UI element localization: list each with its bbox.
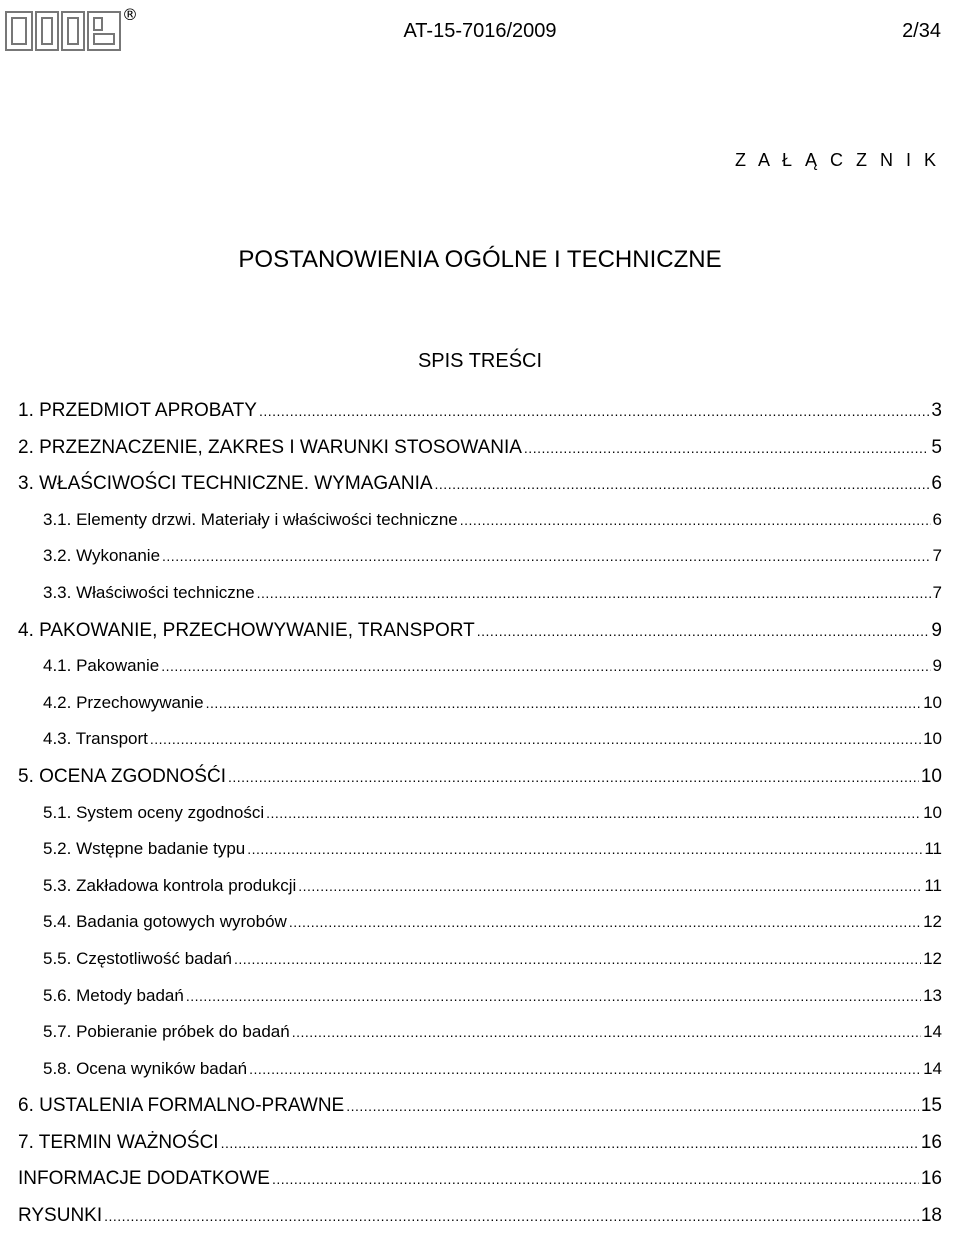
toc-entry[interactable] [18,803,942,840]
toc-entry[interactable] [18,729,942,766]
annex-label: Z A Ł Ą C Z N I K [734,150,940,170]
toc-entry-page: 16 [920,1168,942,1190]
toc-entry-page: 11 [924,839,942,859]
toc-entry[interactable] [18,656,942,693]
toc-leader-dots [460,512,931,528]
toc-entry-page: 10 [923,802,942,822]
toc-entry-page: 15 [920,1095,942,1117]
toc-entry-label: 5.8. Ocena wyników badań [43,1058,248,1078]
toc-entry[interactable] [18,1022,942,1059]
toc-entry-label: 5.6. Metody badań [43,985,184,1005]
document-number: AT-15-7016/2009 [403,20,557,42]
toc-entry-page: 18 [920,1205,942,1227]
toc-entry[interactable] [18,473,942,510]
toc-leader-dots [249,1061,921,1077]
toc-entry[interactable] [18,437,942,474]
toc-leader-dots [477,623,930,639]
toc-entry-label: 5.5. Częstotliwość badań [43,948,232,968]
toc-entry-page: 12 [923,912,942,932]
toc-leader-dots [346,1098,919,1114]
toc-entry[interactable] [18,876,942,913]
toc-entry-label: 5.3. Zakładowa kontrola produkcji [43,875,297,895]
toc-leader-dots [289,914,921,930]
toc-leader-dots [259,403,929,419]
toc-leader-dots [247,841,922,857]
toc-entry-label: 5.4. Badania gotowych wyrobów [43,912,287,932]
toc-entry-page: 9 [932,656,942,676]
toc-entry-page: 16 [920,1131,942,1153]
toc-entry[interactable] [18,400,942,437]
table-of-contents [18,400,942,1242]
toc-entry-page: 6 [932,509,942,529]
toc-entry-label: 5. OCENA ZGODNOŚĆI [18,765,226,787]
toc-entry[interactable] [18,986,942,1023]
toc-entry-page: 7 [932,582,942,602]
toc-entry-label: 3. WŁAŚCIWOŚCI TECHNICZNE. WYMAGANIA [18,473,433,495]
toc-entry[interactable] [18,949,942,986]
toc-entry-page: 3 [931,400,942,421]
toc-leader-dots [435,476,930,492]
toc-leader-dots [162,548,931,564]
toc-entry[interactable] [18,583,942,620]
toc-entry-label: 4.2. Przechowywanie [43,692,204,712]
toc-entry[interactable] [18,912,942,949]
toc-title [0,350,960,373]
toc-entry-page: 10 [923,729,942,749]
toc-entry[interactable] [18,766,942,803]
toc-entry-label: 4. PAKOWANIE, PRZECHOWYWANIE, TRANSPORT [18,619,475,641]
toc-entry-label: 4.1. Pakowanie [43,656,160,676]
toc-entry[interactable] [18,1059,942,1096]
toc-entry-label: INFORMACJE DODATKOWE [18,1168,270,1190]
toc-leader-dots [221,1135,919,1151]
toc-leader-dots [298,878,922,894]
toc-entry-label: 4.3. Transport [43,729,148,749]
toc-entry-page: 11 [924,875,942,895]
toc-entry[interactable] [18,510,942,547]
toc-entry[interactable] [18,1205,942,1242]
toc-leader-dots [161,658,930,674]
toc-title-text: SPIS TREŚCI [417,350,543,372]
toc-leader-dots [234,951,921,967]
toc-leader-dots [186,988,921,1004]
toc-entry-label: 1. PRZEDMIOT APROBATY [18,400,257,421]
toc-entry-page: 13 [923,985,942,1005]
toc-entry[interactable] [18,546,942,583]
toc-entry-label: 2. PRZEZNACZENIE, ZAKRES I WARUNKI STOSOWANIA [18,436,522,458]
toc-entry[interactable] [18,1095,942,1132]
toc-entry-page: 14 [923,1058,942,1078]
toc-leader-dots [228,769,919,785]
toc-entry-label: 7. TERMIN WAŻNOŚCI [18,1131,219,1153]
toc-entry-page: 9 [931,619,942,641]
toc-entry-page: 10 [923,692,942,712]
toc-entry-label: 5.1. System oceny zgodności [43,802,265,822]
toc-leader-dots [524,440,930,456]
toc-entry-label: 3.1. Elementy drzwi. Materiały i właściwości techniczne [43,509,458,529]
toc-entry-label: RYSUNKI [18,1205,103,1227]
toc-leader-dots [292,1024,921,1040]
toc-entry-page: 7 [932,546,942,566]
toc-leader-dots [257,585,931,601]
registered-mark: ® [122,5,138,24]
toc-leader-dots [272,1171,919,1187]
toc-entry[interactable] [18,1132,942,1169]
toc-entry-page: 5 [931,436,942,458]
toc-entry[interactable] [18,620,942,657]
toc-entry-label: 3.2. Wykonanie [43,546,161,566]
toc-leader-dots [150,731,921,747]
toc-entry[interactable] [18,839,942,876]
toc-entry-label: 5.7. Pobieranie próbek do badań [43,1022,290,1042]
toc-leader-dots [206,695,921,711]
toc-leader-dots [266,805,921,821]
toc-entry-page: 10 [920,765,942,787]
toc-entry-label: 6. USTALENIA FORMALNO-PRAWNE [18,1095,345,1117]
toc-entry[interactable] [18,1168,942,1205]
main-title: POSTANOWIENIA OGÓLNE I TECHNICZNE [238,246,722,273]
toc-entry-page: 14 [923,1022,942,1042]
toc-entry[interactable] [18,693,942,730]
toc-entry-page: 6 [931,473,942,495]
toc-entry-label: 3.3. Właściwości techniczne [43,582,255,602]
page-number: 2/34 [902,20,941,42]
toc-entry-page: 12 [923,948,942,968]
toc-entry-label: 5.2. Wstępne badanie typu [43,839,246,859]
